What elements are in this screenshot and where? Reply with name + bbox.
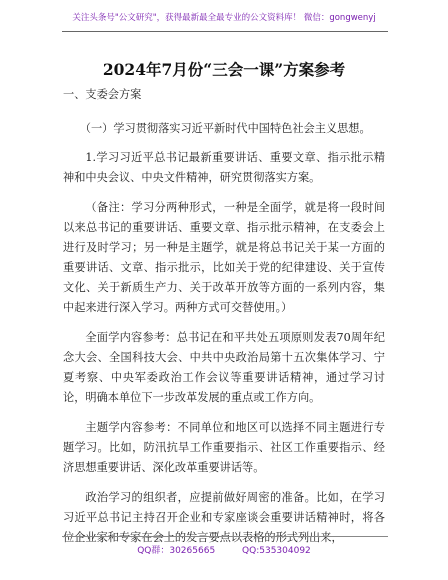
paragraph-note: （备注：学习分两种形式，一种是全面学，就是将一段时间以来总书记的重要讲话、重要文章、指示批示精神，在支委会上进行及时学习；另一种是主题学，就是将总书记关于某一方面的重要讲话、文章、指示批示，比如关于党的纪律建设、关于宣传文化、关于新质生产力、关于改革开放等方面的一系列内容，集中起来进行深入学习。两种方式可交替使用。） bbox=[63, 201, 385, 314]
document-title: 2024年7月份“三会一课”方案参考 bbox=[102, 60, 346, 79]
footer-contact bbox=[0, 543, 448, 556]
paragraph-organizer: 政治学习的组织者，应提前做好周密的准备。比如，在学习习近平总书记主持召开企业和专家座谈会重要讲话精神时，将各位企业家和专家在会上的发言要点以表格的形式列出来， bbox=[63, 491, 385, 544]
header-divider bbox=[62, 31, 388, 32]
footer-divider bbox=[62, 536, 388, 537]
footer-qq-group: QQ群：30265665 bbox=[137, 546, 216, 556]
subsection-heading: （一）学习贯彻落实习近平新时代中国特色社会主义思想。 bbox=[79, 122, 371, 135]
paragraph-topic-study: 主题学内容参考：不同单位和地区可以选择不同主题进行专题学习。比如，防汛抗旱工作重要指示、社区工作重要指示、经济思想重要讲话、深化改革重要讲话等。 bbox=[63, 421, 385, 474]
header-promo-note: 关注头条号"公文研究"，获得最新最全最专业的公文资料库！ 微信：gongwenyj bbox=[72, 13, 376, 23]
paragraph-1: 1.学习习近平总书记最新重要讲话、重要文章、指示批示精神和中央会议、中央文件精神，研究贯彻落实方案。 bbox=[63, 151, 385, 184]
footer-qq: QQ:535304092 bbox=[242, 546, 311, 556]
document-body bbox=[63, 85, 385, 558]
section-heading: 一、支委会方案 bbox=[63, 88, 142, 101]
paragraph-overall-study: 全面学内容参考：总书记在和平共处五项原则发表70周年纪念大会、全国科技大会、中共中央政治局第十五次集体学习、宁夏考察、中央军委政治工作会议等重要讲话精神，通过学习讨论，明确本单位下一步改革发展的重点或工作方向。 bbox=[63, 331, 385, 404]
